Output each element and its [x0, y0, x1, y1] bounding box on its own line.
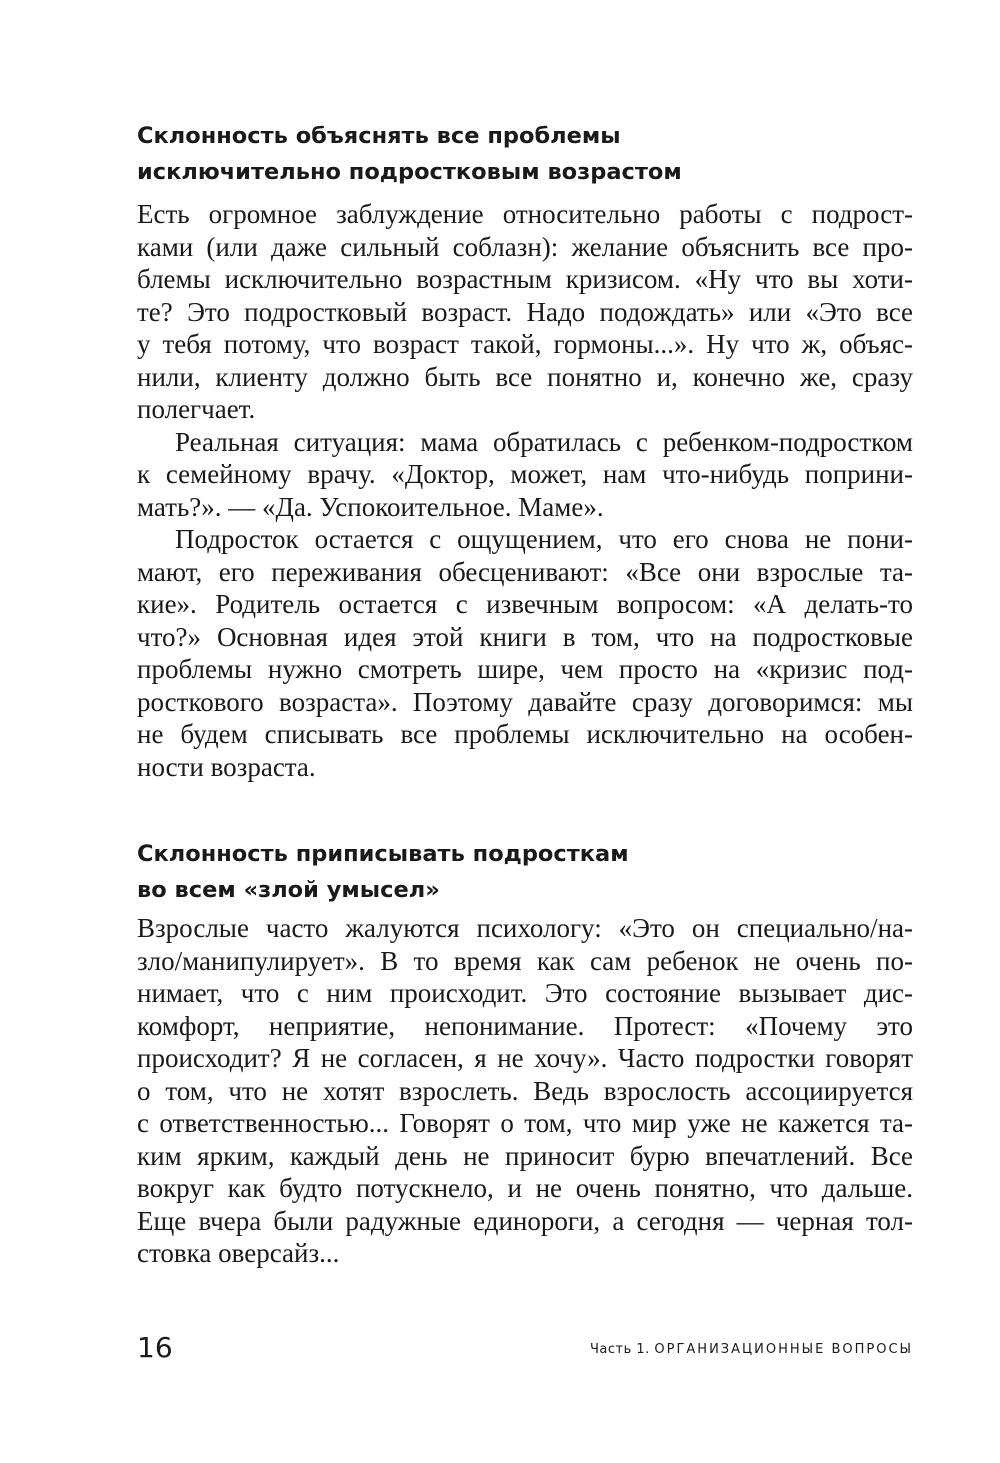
text-line: кие». Родитель остается с извечным вопросом: «А делать-то: [137, 589, 913, 619]
paragraph: [137, 426, 913, 524]
text-line: что?» Основная идея этой книги в том, что на подростковые: [137, 621, 913, 652]
text-line: о том, что не хотят взрослеть. Ведь взрослость ассоциируется: [137, 1075, 913, 1106]
heading-line: Склонность объяснять все проблемы: [137, 123, 621, 149]
text-line: Подросток остается с ощущением, что его снова не пони-: [175, 524, 913, 554]
text-line: вокруг как будто потускнело, и не очень понятно, что дальше.: [137, 1173, 913, 1203]
text-line: ками (или даже сильный соблазн): желание объяснить все про-: [137, 231, 913, 262]
text-line: к семейному врачу. «Доктор, может, нам что-нибудь поприни-: [137, 459, 913, 489]
text-line: зло/манипулирует». В то время как сам ребенок не очень по-: [137, 945, 913, 976]
text-line: комфорт, неприятие, непонимание. Протест: «Почему это: [137, 1010, 913, 1041]
text-line: Взрослые часто жалуются психологу: «Это он специально/на-: [137, 913, 913, 943]
text-line: с ответственностью... Говорят о том, что мир уже не кажется та-: [137, 1108, 913, 1138]
heading-line: Склонность приписывать подросткам: [137, 841, 629, 867]
section-heading-2: [137, 836, 837, 908]
text-line: Реальная ситуация: мама обратилась с ребенком-подростком: [175, 426, 913, 457]
text-line: нимает, что с ним происходит. Это состояние вызывает дис-: [137, 978, 913, 1008]
text-line: ким ярким, каждый день не приносит бурю впечатлений. Все: [137, 1140, 913, 1171]
part-label: Часть 1.: [589, 1342, 655, 1357]
text-line: мать?». — «Да. Успокоительное. Маме».: [137, 491, 604, 522]
text-line: Есть огромное заблуждение относительно работы с подрост-: [137, 199, 913, 229]
paragraph: [137, 198, 913, 426]
page-footer: [137, 1330, 913, 1370]
text-line: у тебя потому, что возраст такой, гормоны...». Ну что ж, объяс-: [137, 329, 913, 359]
text-line: ности возраста.: [137, 751, 316, 782]
text-line: блемы исключительно возрастным кризисом. «Ну что вы хоти-: [137, 264, 913, 294]
section-heading-1: [137, 118, 837, 190]
page-number: 16: [137, 1331, 173, 1364]
text-line: проблемы нужно смотреть шире, чем просто на «кризис под-: [137, 654, 913, 684]
text-line: росткового возраста». Поэтому давайте сразу договоримся: мы: [137, 686, 913, 717]
text-line: не будем списывать все проблемы исключительно на особен-: [137, 719, 913, 749]
heading-line: во всем «злой умысел»: [137, 877, 440, 903]
text-line: нили, клиенту должно быть все понятно и, конечно же, сразу: [137, 361, 913, 392]
section-body-1: [137, 198, 913, 783]
running-header: [590, 1340, 913, 1360]
heading-line: исключительно подростковым возрастом: [137, 159, 682, 185]
paragraph: [137, 912, 913, 1270]
text-line: полегчает.: [137, 394, 256, 424]
text-line: стовка оверсайз...: [137, 1238, 340, 1268]
chapter-title: ОРГАНИЗАЦИОННЫЕ ВОПРОСЫ: [654, 1342, 913, 1357]
text-line: Еще вчера были радужные единороги, а сегодня — черная тол-: [137, 1205, 913, 1236]
section-body-2: [137, 912, 913, 1270]
text-line: происходит? Я не согласен, я не хочу». Часто подростки говорят: [137, 1043, 913, 1073]
text-line: те? Это подростковый возраст. Надо подождать» или «Это все: [137, 296, 913, 327]
paragraph: [137, 523, 913, 783]
text-line: мают, его переживания обесценивают: «Все они взрослые та-: [137, 556, 913, 587]
